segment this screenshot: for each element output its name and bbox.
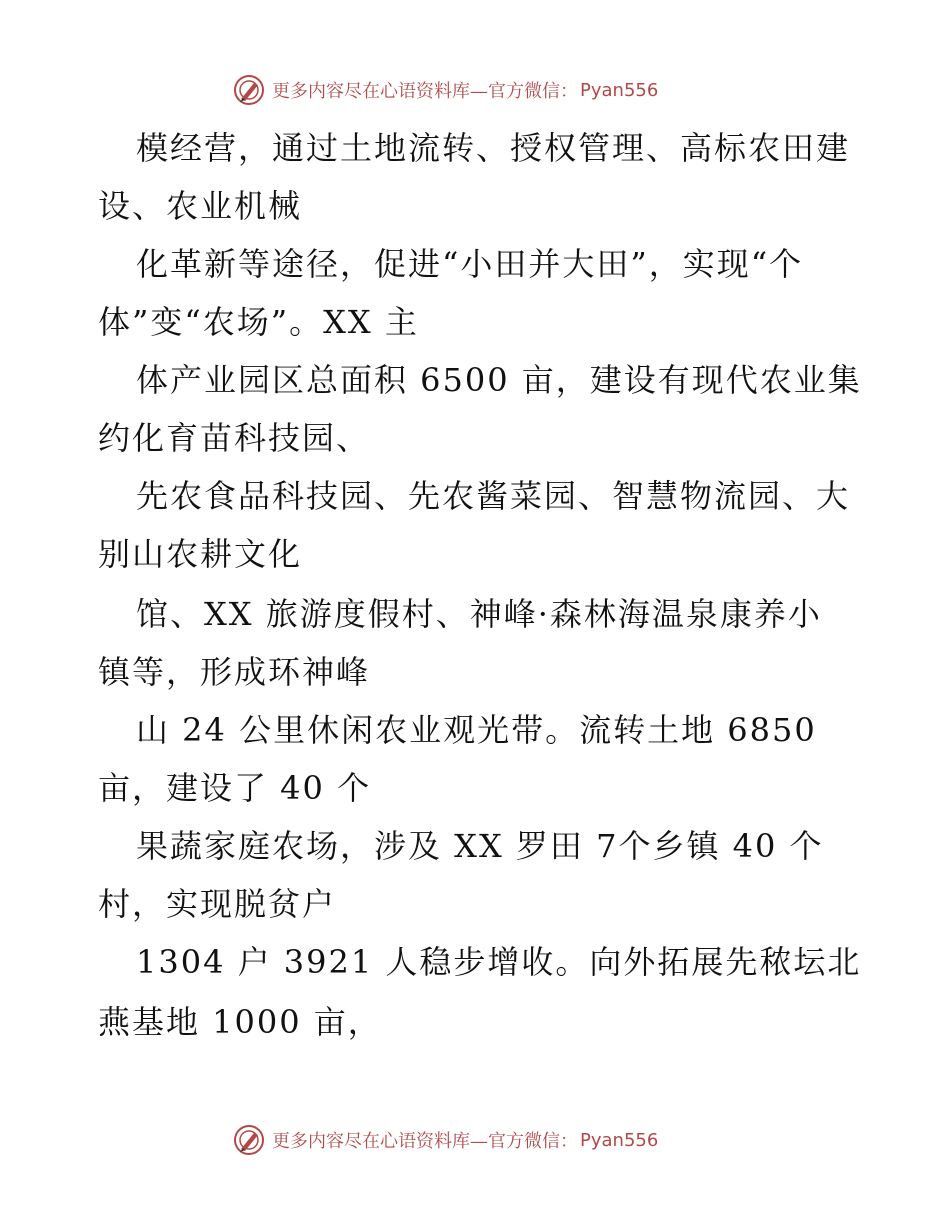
text-line: 体产业园区总面积 6500 亩，建设有现代农业集 — [136, 361, 862, 399]
banner-wechat-id: Pyan556 — [580, 79, 659, 101]
text-line: 燕基地 1000 亩， — [98, 1003, 382, 1041]
banner-text: 更多内容尽在心语资料库—官方微信： — [272, 81, 578, 102]
banner-text: 更多内容尽在心语资料库—官方微信： — [272, 1131, 578, 1152]
banner-wechat-id: Pyan556 — [580, 1129, 659, 1151]
text-line: 体”变“农场”。XX 主 — [98, 303, 419, 341]
text-line: 亩，建设了 40 个 — [98, 769, 372, 807]
text-line: 村，实现脱贫户 — [98, 885, 337, 923]
text-line: 设、农业机械 — [98, 187, 303, 225]
text-line: 镇等，形成环神峰 — [98, 653, 371, 691]
footer-banner — [232, 1122, 658, 1158]
header-banner — [232, 72, 658, 108]
text-line: 模经营，通过土地流转、授权管理、高标农田建 — [136, 129, 851, 167]
logo-icon — [232, 73, 266, 107]
text-line: 别山农耕文化 — [98, 535, 303, 573]
text-line: 先农食品科技园、先农酱菜园、智慧物流园、大 — [136, 477, 851, 515]
text-line: 山 24 公里休闲农业观光带。流转土地 6850 — [136, 711, 817, 749]
text-line: 馆、XX 旅游度假村、神峰·森林海温泉康养小 — [136, 595, 822, 633]
text-line: 1304 户 3921 人稳步增收。向外拓展先秾坛北 — [136, 943, 862, 981]
text-line: 约化育苗科技园、 — [98, 419, 371, 457]
text-line: 化革新等途径，促进“小田并大田”，实现“个 — [136, 245, 804, 283]
logo-icon — [232, 1123, 266, 1157]
text-line: 果蔬家庭农场，涉及 XX 罗田 7个乡镇 40 个 — [136, 827, 824, 865]
